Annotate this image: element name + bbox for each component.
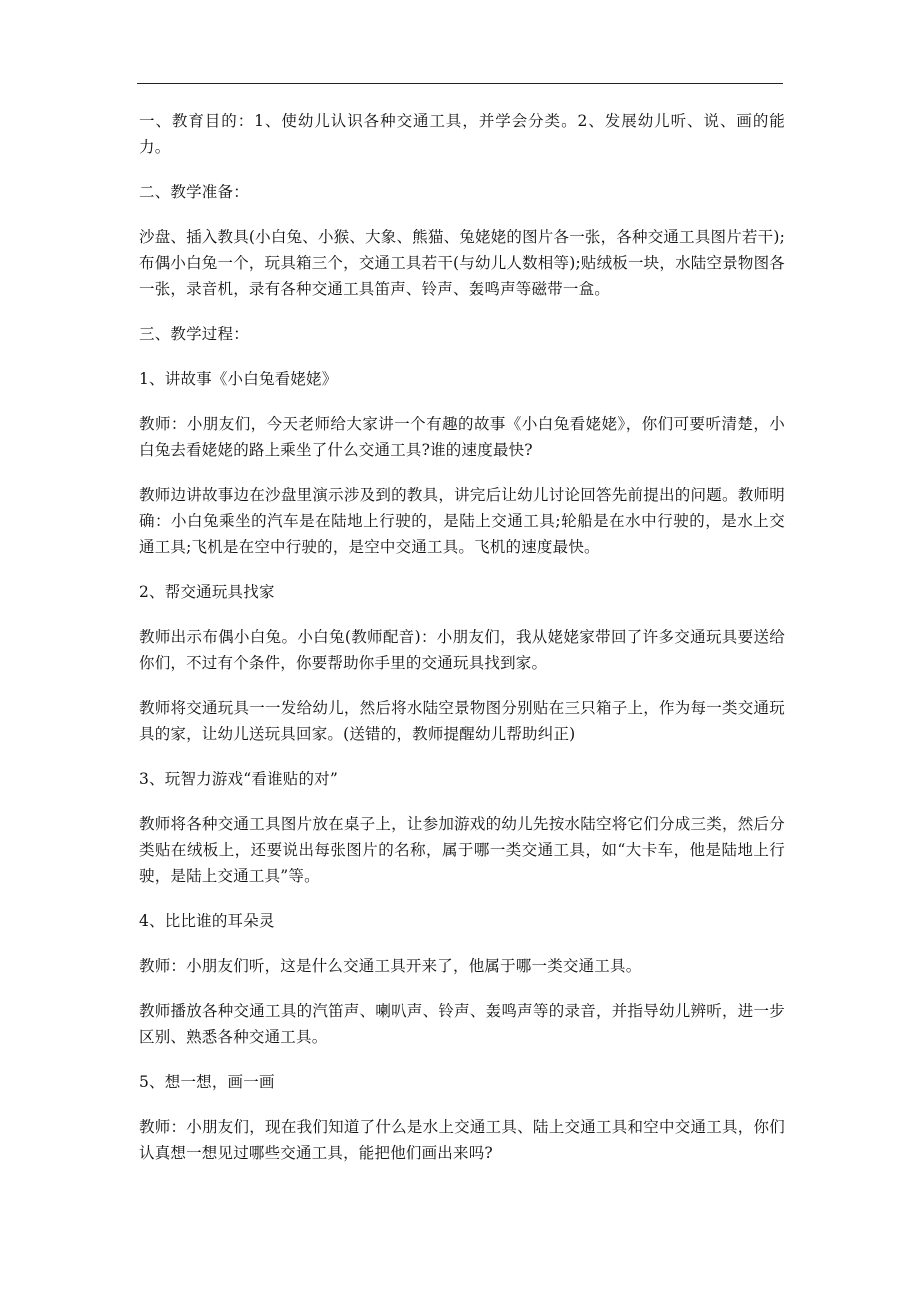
step-3-activity: 教师将各种交通工具图片放在桌子上，让参加游戏的幼儿先按水陆空将它们分成三类，然后分类贴在绒板上，还要说出每张图片的名称，属于哪一类交通工具，如“大卡车，他是陆地上行驶，是陆上交通工具”等。 [139, 815, 785, 885]
step-heading-1: 1、讲故事《小白兔看姥姥》 [139, 370, 338, 388]
materials-paragraph: 沙盘、插入教具(小白兔、小猴、大象、熊猫、兔姥姥的图片各一张，各种交通工具图片若干);布偶小白兔一个，玩具箱三个，交通工具若干(与幼儿人数相等);贴绒板一块，水陆空景物图各一张，录音机，录有各种交通工具笛声、铃声、轰鸣声等磁带一盒。 [139, 228, 785, 298]
section-heading-preparation: 二、教学准备： [139, 183, 249, 201]
document-body [139, 108, 785, 1185]
step-1-explanation: 教师边讲故事边在沙盘里演示涉及到的教具，讲完后让幼儿讨论回答先前提出的问题。教师明确：小白兔乘坐的汽车是在陆地上行驶的，是陆上交通工具;轮船是在水中行驶的，是水上交通工具;飞机是在空中行驶的，是空中交通工具。飞机的速度最快。 [139, 486, 785, 556]
step-heading-5: 5、想一想，画一画 [139, 1073, 275, 1091]
step-4-dialogue: 教师：小朋友们听，这是什么交通工具开来了，他属于哪一类交通工具。 [139, 957, 642, 975]
objective-paragraph: 一、教育目的：1、使幼儿认识各种交通工具，并学会分类。2、发展幼儿听、说、画的能力。 [139, 112, 785, 156]
step-heading-4: 4、比比谁的耳朵灵 [139, 912, 275, 930]
step-4-activity: 教师播放各种交通工具的汽笛声、喇叭声、铃声、轰鸣声等的录音，并指导幼儿辨听，进一步区别、熟悉各种交通工具。 [139, 1002, 785, 1046]
step-2-dialogue: 教师出示布偶小白兔。小白兔(教师配音)：小朋友们，我从姥姥家带回了许多交通玩具要送给你们，不过有个条件，你要帮助你手里的交通玩具找到家。 [139, 628, 785, 672]
step-heading-3: 3、玩智力游戏“看谁贴的对” [139, 770, 339, 788]
step-5-dialogue: 教师：小朋友们，现在我们知道了什么是水上交通工具、陆上交通工具和空中交通工具，你们认真想一想见过哪些交通工具，能把他们画出来吗? [139, 1118, 785, 1162]
header-divider [137, 83, 783, 84]
section-heading-process: 三、教学过程： [139, 325, 249, 343]
step-1-teacher-dialogue: 教师：小朋友们，今天老师给大家讲一个有趣的故事《小白兔看姥姥》，你们可要听清楚，小白兔去看姥姥的路上乘坐了什么交通工具?谁的速度最快? [139, 415, 785, 459]
step-heading-2: 2、帮交通玩具找家 [139, 583, 275, 601]
step-2-activity: 教师将交通玩具一一发给幼儿，然后将水陆空景物图分别贴在三只箱子上，作为每一类交通玩具的家，让幼儿送玩具回家。(送错的，教师提醒幼儿帮助纠正) [139, 699, 785, 743]
